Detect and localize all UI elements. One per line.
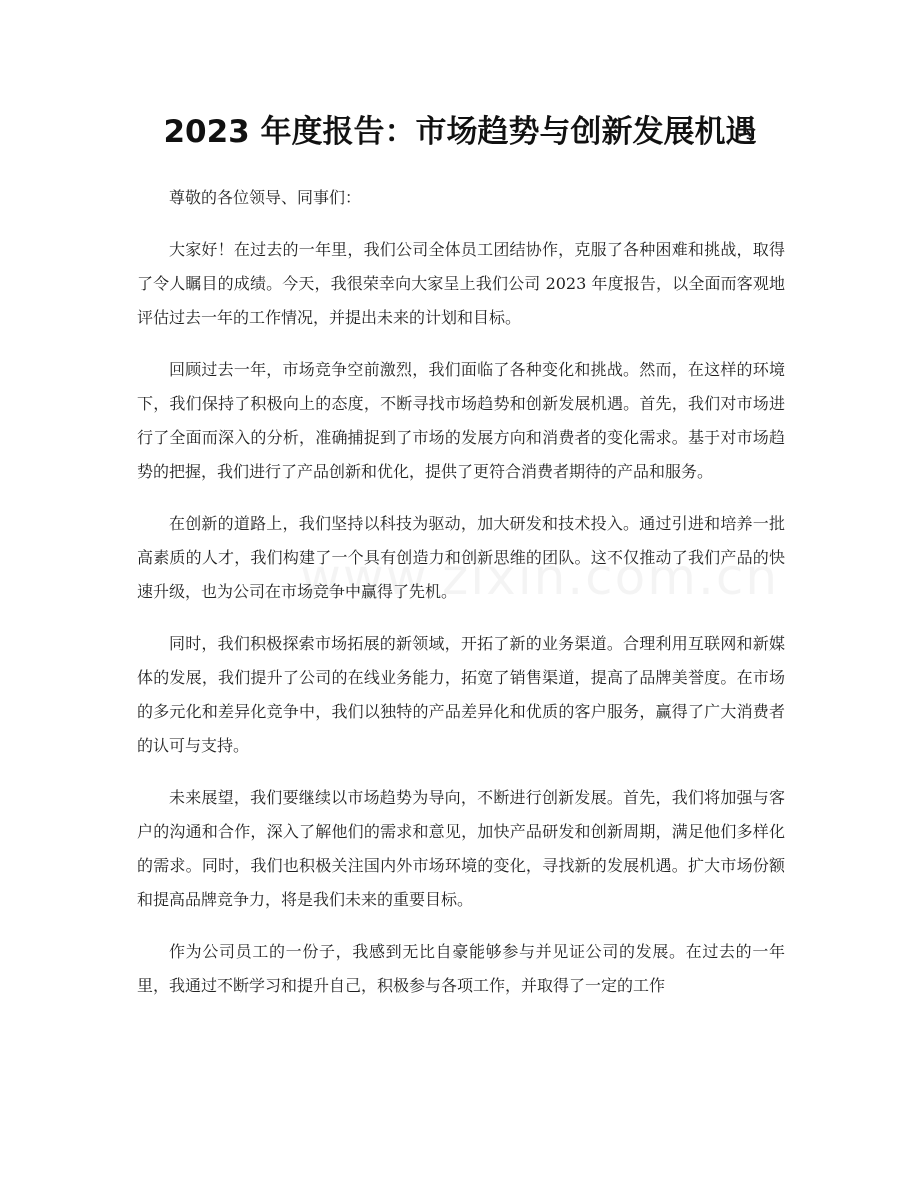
paragraph-5: 未来展望，我们要继续以市场趋势为导向，不断进行创新发展。首先，我们将加强与客户的沟通和合作，深入了解他们的需求和意见，加快产品研发和创新周期，满足他们多样化的需求。同时，我们也积极关注国内外市场环境的变化，寻找新的发展机遇。扩大市场份额和提高品牌竞争力，将是我们未来的重要目标。 [137, 788, 785, 909]
paragraph-6: 作为公司员工的一份子，我感到无比自豪能够参与并见证公司的发展。在过去的一年里，我通过不断学习和提升自己，积极参与各项工作，并取得了一定的工作 [137, 942, 785, 995]
paragraph-3: 在创新的道路上，我们坚持以科技为驱动，加大研发和技术投入。通过引进和培养一批高素质的人才，我们构建了一个具有创造力和创新思维的团队。这不仅推动了我们产品的快速升级，也为公司在市场竞争中赢得了先机。 [137, 514, 785, 601]
paragraph-1: 大家好！在过去的一年里，我们公司全体员工团结协作，克服了各种困难和挑战，取得了令人瞩目的成绩。今天，我很荣幸向大家呈上我们公司 2023 年度报告，以全面而客观地评估过去一年的工作情况，并提出未来的计划和目标。 [137, 240, 785, 327]
document-body [137, 181, 785, 1021]
paragraph-4: 同时，我们积极探索市场拓展的新领域，开拓了新的业务渠道。合理利用互联网和新媒体的发展，我们提升了公司的在线业务能力，拓宽了销售渠道，提高了品牌美誉度。在市场的多元化和差异化竞争中，我们以独特的产品差异化和优质的客户服务，赢得了广大消费者的认可与支持。 [137, 634, 785, 755]
paragraph-salutation: 尊敬的各位领导、同事们： [169, 188, 362, 207]
document-title: 2023 年度报告：市场趋势与创新发展机遇 [163, 114, 757, 150]
paragraph-2: 回顾过去一年，市场竞争空前激烈，我们面临了各种变化和挑战。然而，在这样的环境下，我们保持了积极向上的态度，不断寻找市场趋势和创新发展机遇。首先，我们对市场进行了全面而深入的分析，准确捕捉到了市场的发展方向和消费者的变化需求。基于对市场趋势的把握，我们进行了产品创新和优化，提供了更符合消费者期待的产品和服务。 [137, 360, 785, 481]
